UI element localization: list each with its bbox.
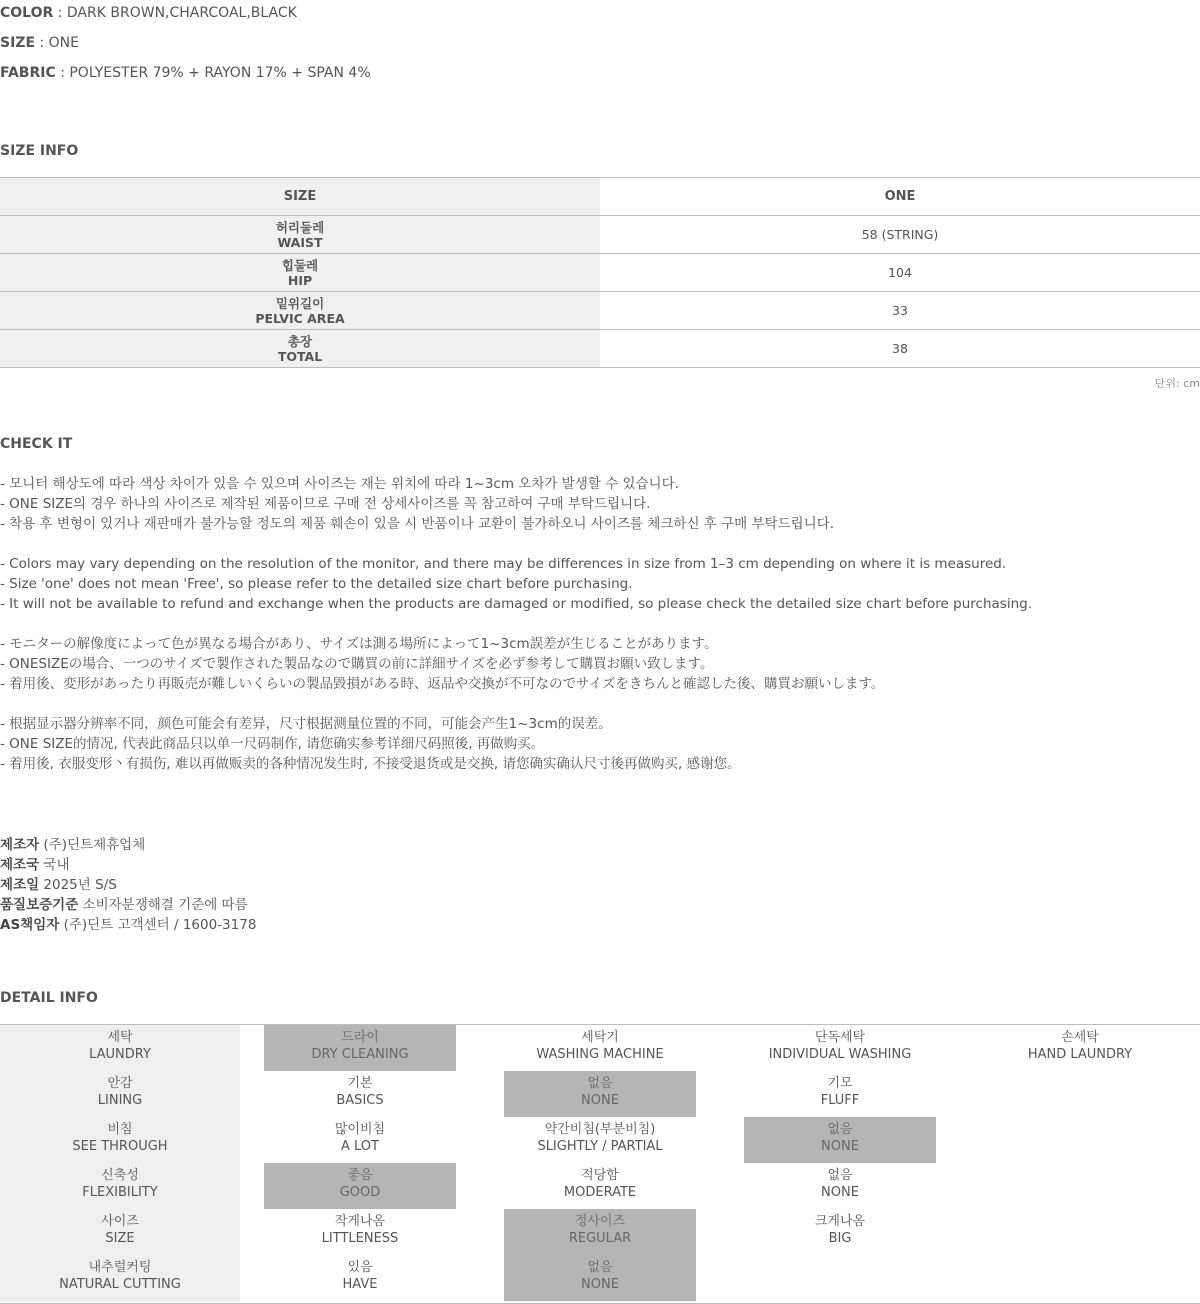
detail-option-ko: 없음 [827, 1168, 853, 1183]
measure-label-en: HIP [287, 272, 313, 288]
check-line: - It will not be available to refund and exchange when the products are damaged or modified, so please check the detailed size chart before purchasing. [0, 596, 1032, 612]
check-it-title: CHECK IT [0, 436, 73, 452]
detail-option [744, 1163, 936, 1209]
spec-value: : POLYESTER 79% + RAYON 17% + SPAN 4% [60, 65, 371, 81]
detail-option-en: LITTLENESS [321, 1231, 399, 1246]
detail-option [264, 1255, 456, 1301]
detail-label-en: SIZE [105, 1231, 135, 1246]
check-line: - 着用後、変形があったり再販売が難しいくらいの製品毀損がある時、返品や交換が不可なのでサイズをきちんと確認した後、購買お願いします。 [0, 676, 885, 692]
detail-label [24, 1071, 216, 1117]
detail-option-ko: 있음 [347, 1260, 373, 1275]
maker-info-value: 2025년 S/S [39, 877, 117, 893]
spec-size [0, 34, 79, 52]
measure-label [0, 330, 600, 368]
spec-label: SIZE [0, 35, 36, 51]
detail-option-ko: 크게나옴 [814, 1214, 866, 1229]
detail-option-ko: 단독세탁 [814, 1030, 866, 1045]
detail-option [504, 1117, 696, 1163]
detail-info-grid [0, 1024, 1200, 1304]
detail-option-en: HAND LAUNDRY [1027, 1047, 1133, 1062]
detail-label-ko: 신축성 [101, 1168, 139, 1183]
spec-color [0, 4, 297, 22]
detail-label-en: SEE THROUGH [72, 1139, 168, 1154]
check-line [0, 614, 1032, 634]
detail-option-ko: 정사이즈 [574, 1214, 626, 1229]
detail-option [504, 1071, 696, 1117]
size-table [0, 177, 1200, 368]
detail-option-en: MODERATE [563, 1185, 637, 1200]
detail-option [744, 1025, 936, 1071]
measure-value: 104 [600, 254, 1200, 292]
check-line: - モニターの解像度によって色が異なる場合があり、サイズは測る場所によって1~3cm誤差が生じることがあります。 [0, 636, 718, 652]
detail-option [744, 1117, 936, 1163]
detail-label [24, 1117, 216, 1163]
measure-label-ko: 힙둘레 [281, 257, 319, 273]
detail-option [504, 1163, 696, 1209]
check-line: - ONESIZEの場合、一つのサイズで製作された製品なので購買の前に詳細サイズを必ず参考して購買お願い致します。 [0, 656, 714, 672]
spec-value: : ONE [39, 35, 79, 51]
detail-option [984, 1025, 1176, 1071]
check-line: - ONE SIZE의 경우 하나의 사이즈로 제작된 제품이므로 구매 전 상세사이즈를 꼭 참고하여 구매 부탁드립니다. [0, 496, 651, 512]
maker-info-value: 소비자분쟁해결 기준에 따름 [78, 897, 248, 913]
detail-label [24, 1025, 216, 1071]
measure-label [0, 254, 600, 292]
measure-label [0, 292, 600, 330]
detail-option-en: NONE [581, 1277, 619, 1292]
maker-info-line [0, 875, 256, 895]
detail-label [24, 1255, 216, 1301]
detail-label-en: FLEXIBILITY [82, 1185, 158, 1200]
detail-label [24, 1163, 216, 1209]
measure-value: 33 [600, 292, 1200, 330]
spec-fabric [0, 64, 371, 82]
detail-label-ko: 비침 [107, 1122, 133, 1137]
detail-option-ko: 세탁기 [581, 1030, 619, 1045]
spec-value: : DARK BROWN,CHARCOAL,BLACK [57, 5, 297, 21]
detail-option [504, 1209, 696, 1255]
maker-info-line [0, 895, 256, 915]
table-row [0, 330, 1200, 368]
detail-option-ko: 작게나옴 [334, 1214, 386, 1229]
detail-option-ko: 좋음 [347, 1168, 373, 1183]
detail-label-ko: 내추럴커팅 [88, 1260, 152, 1275]
detail-label-en: LAUNDRY [89, 1047, 151, 1062]
detail-option-en: SLIGHTLY / PARTIAL [537, 1139, 663, 1154]
detail-option [504, 1025, 696, 1071]
measure-label-en: PELVIC AREA [255, 310, 345, 326]
maker-info-line [0, 855, 256, 875]
detail-option-en: GOOD [339, 1185, 381, 1200]
measure-label-en: TOTAL [277, 348, 323, 364]
check-line: - Size 'one' does not mean 'Free', so please refer to the detailed size chart before purchasing. [0, 576, 633, 592]
detail-option-en: NONE [581, 1093, 619, 1108]
detail-option-ko: 없음 [587, 1260, 613, 1275]
maker-info-value: (주)딘트 고객센터 / 1600-3178 [59, 917, 257, 933]
table-row [0, 216, 1200, 254]
size-header-value: ONE [600, 178, 1200, 216]
size-table-header [0, 178, 1200, 216]
check-line [0, 534, 1032, 554]
maker-info-label: 품질보증기준 [0, 897, 79, 913]
detail-label-ko: 안감 [107, 1076, 133, 1091]
maker-info-label: 제조국 [0, 857, 40, 873]
detail-label-en: LINING [97, 1093, 143, 1108]
detail-option [264, 1071, 456, 1117]
spec-label: COLOR [0, 5, 54, 21]
check-line: - 착용 후 변형이 있거나 재판매가 불가능할 정도의 제품 훼손이 있을 시 반품이나 교환이 불가하오니 사이즈를 체크하신 후 구매 부탁드립니다. [0, 516, 835, 532]
detail-info-title: DETAIL INFO [0, 990, 98, 1006]
detail-option [744, 1071, 936, 1117]
detail-option-en: WASHING MACHINE [536, 1047, 664, 1062]
detail-label-en: NATURAL CUTTING [59, 1277, 181, 1292]
check-line: - 根据显示器分辨率不同，颜色可能会有差异，尺寸根据测量位置的不同，可能会产生1~3cm的误差。 [0, 716, 612, 732]
maker-info-label: AS책임자 [0, 917, 60, 933]
measure-label-ko: 밑위길이 [275, 295, 325, 311]
measure-label [0, 216, 600, 254]
detail-option-en: A LOT [341, 1139, 379, 1154]
check-it-notes [0, 474, 1032, 774]
maker-info-line [0, 915, 256, 935]
detail-option [744, 1209, 936, 1255]
check-line: - ONE SIZE的情况, 代表此商品只以单一尺码制作, 请您确实参考详细尺码照後, 再做购买。 [0, 736, 545, 752]
detail-option-ko: 많이비침 [334, 1122, 386, 1137]
maker-info-value: 국내 [39, 857, 70, 873]
detail-option-en: NONE [821, 1185, 859, 1200]
detail-option-en: BASICS [336, 1093, 384, 1108]
detail-option-ko: 기본 [347, 1076, 373, 1091]
maker-info [0, 835, 256, 935]
size-info-title: SIZE INFO [0, 143, 79, 159]
maker-info-label: 제조자 [0, 837, 40, 853]
detail-label [24, 1209, 216, 1255]
detail-option [264, 1209, 456, 1255]
maker-info-value: (주)딘트제휴업체 [39, 837, 146, 853]
check-line: - 모니터 해상도에 따라 색상 차이가 있을 수 있으며 사이즈는 재는 위치에 따라 1~3cm 오차가 발생할 수 있습니다. [0, 476, 679, 492]
table-row [0, 254, 1200, 292]
detail-option-en: HAVE [342, 1277, 378, 1292]
measure-label-ko: 허리둘레 [275, 219, 325, 235]
detail-option-ko: 손세탁 [1061, 1030, 1099, 1045]
measure-value: 38 [600, 330, 1200, 368]
check-line [0, 694, 1032, 714]
detail-option-ko: 약간비침(부분비침) [544, 1122, 656, 1137]
check-line: - 着用後, 衣服变形丶有损伤, 难以再做贩卖的各种情况发生时, 不接受退货或是交换, 请您确实确认尺寸後再做购买, 感谢您。 [0, 756, 741, 772]
detail-option-en: BIG [828, 1231, 852, 1246]
spec-label: FABRIC [0, 65, 56, 81]
detail-option-en: DRY CLEANING [311, 1047, 409, 1062]
unit-note: 단위: cm [1154, 377, 1200, 390]
detail-option-ko: 없음 [587, 1076, 613, 1091]
measure-label-ko: 총장 [287, 333, 313, 349]
detail-option [504, 1255, 696, 1301]
detail-label-ko: 세탁 [107, 1030, 133, 1045]
detail-option-en: FLUFF [820, 1093, 860, 1108]
detail-label-ko: 사이즈 [101, 1214, 139, 1229]
detail-option-en: NONE [821, 1139, 859, 1154]
detail-option-en: REGULAR [568, 1231, 632, 1246]
detail-option-ko: 기모 [827, 1076, 853, 1091]
measure-label-en: WAIST [277, 234, 323, 250]
maker-info-line [0, 835, 256, 855]
detail-option-ko: 적당함 [581, 1168, 619, 1183]
detail-option [264, 1025, 456, 1071]
detail-option [264, 1163, 456, 1209]
size-header-label: SIZE [0, 178, 600, 216]
maker-info-label: 제조일 [0, 877, 40, 893]
measure-value: 58 (STRING) [600, 216, 1200, 254]
table-row [0, 292, 1200, 330]
check-line: - Colors may vary depending on the resolution of the monitor, and there may be differences in size from 1–3 cm depending on where it is measured. [0, 556, 1007, 572]
detail-option [264, 1117, 456, 1163]
detail-option-en: INDIVIDUAL WASHING [768, 1047, 912, 1062]
detail-option-ko: 없음 [827, 1122, 853, 1137]
detail-option-ko: 드라이 [341, 1030, 379, 1045]
